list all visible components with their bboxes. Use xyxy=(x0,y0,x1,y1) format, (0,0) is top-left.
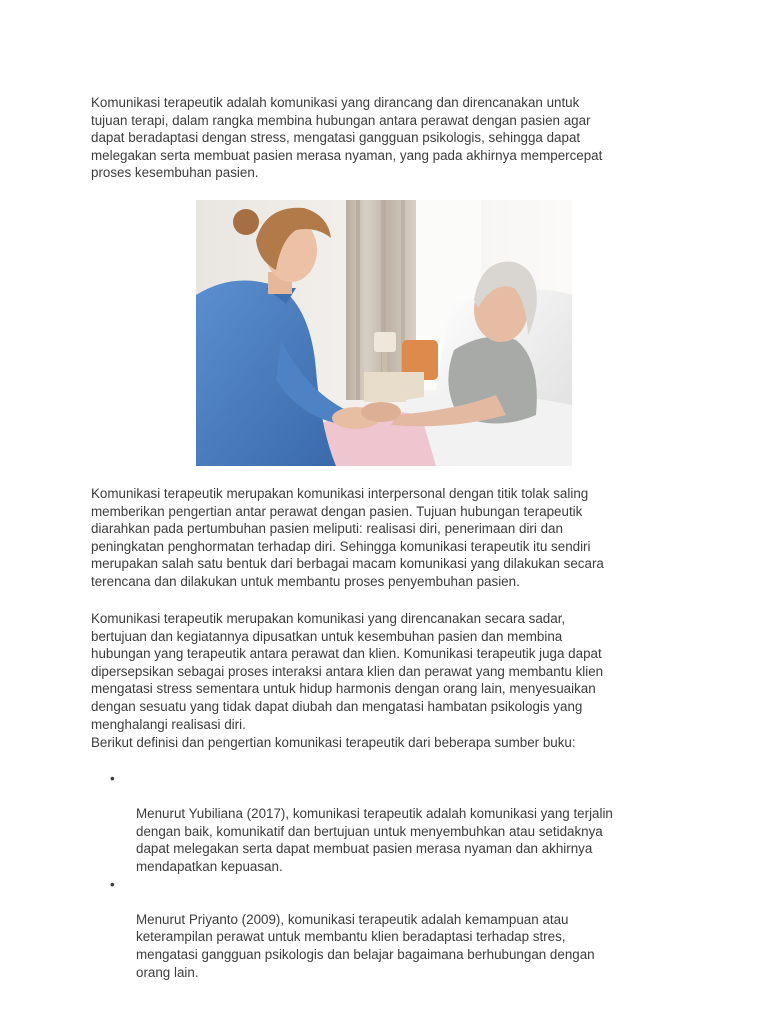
paragraph-planned-communication: Komunikasi terapeutik merupakan komunikasi yang direncanakan secara sadar, bertujuan dan kegiatannya dipusatkan untuk kesembuhan pasien dan membina hubungan yang terapeutik antara perawat dan klien. Komunikasi terapeutik juga dapat dipersepsikan sebagai proses interaksi antara klien dan perawat yang membantu klien mengatasi stress sementara untuk hidup harmonis dengan orang lain, menyesuaikan dengan sesuatu yang tidak dapat diubah dan mengatasi hambatan psikologis yang menghalangi realisasi diri. xyxy=(91,611,604,732)
paragraph-definition: Komunikasi terapeutik adalah komunikasi yang dirancang dan direncanakan untuk tujuan terapi, dalam rangka membina hubungan antara perawat dengan pasien agar dapat beradaptasi dengan stress, mengatasi gangguan psikologis, sehingga dapat melegakan serta membuat pasien merasa nyaman, yang pada akhirnya mempercepat proses kesembuhan pasien. xyxy=(91,95,603,181)
bullet-icon: • xyxy=(110,876,115,892)
list-item-text: Menurut Yubiliana (2017), komunikasi terapeutik adalah komunikasi yang terjalin dengan baik, komunikatif dan bertujuan untuk menyembuhkan atau setidaknya dapat melegakan serta dapat membuat pasien merasa nyaman dan akhirnya mendapatkan kepuasan. xyxy=(136,806,613,874)
definitions-list xyxy=(106,770,666,981)
paragraph-interpersonal: Komunikasi terapeutik merupakan komunikasi interpersonal dengan titik tolak saling memberikan pengertian antar perawat dengan pasien. Tujuan hubungan terapeutik diarahkan pada pertumbuhan pasien meliputi: realisasi diri, penerimaan diri dan peningkatan penghormatan terhadap diri. Sehingga komunikasi terapeutik itu sendiri merupakan salah satu bentuk dari berbagai macam komunikasi yang dilakukan secara terencana dan dilakukan untuk membantu proses penyembuhan pasien. xyxy=(91,486,604,589)
bullet-icon: • xyxy=(110,771,115,786)
list-item xyxy=(106,770,666,876)
list-item xyxy=(106,876,666,982)
list-item-text: Menurut Priyanto (2009), komunikasi terapeutik adalah kemampuan atau keterampilan perawat untuk membantu klien beradaptasi terhadap stres, mengatasi gangguan psikologis dan belajar bagaimana berhubungan dengan orang lain. xyxy=(136,911,595,980)
nurse-patient-photo xyxy=(196,200,572,466)
paragraph-sources-intro: Berikut definisi dan pengertian komunikasi terapeutik dari beberapa sumber buku: xyxy=(91,735,576,750)
